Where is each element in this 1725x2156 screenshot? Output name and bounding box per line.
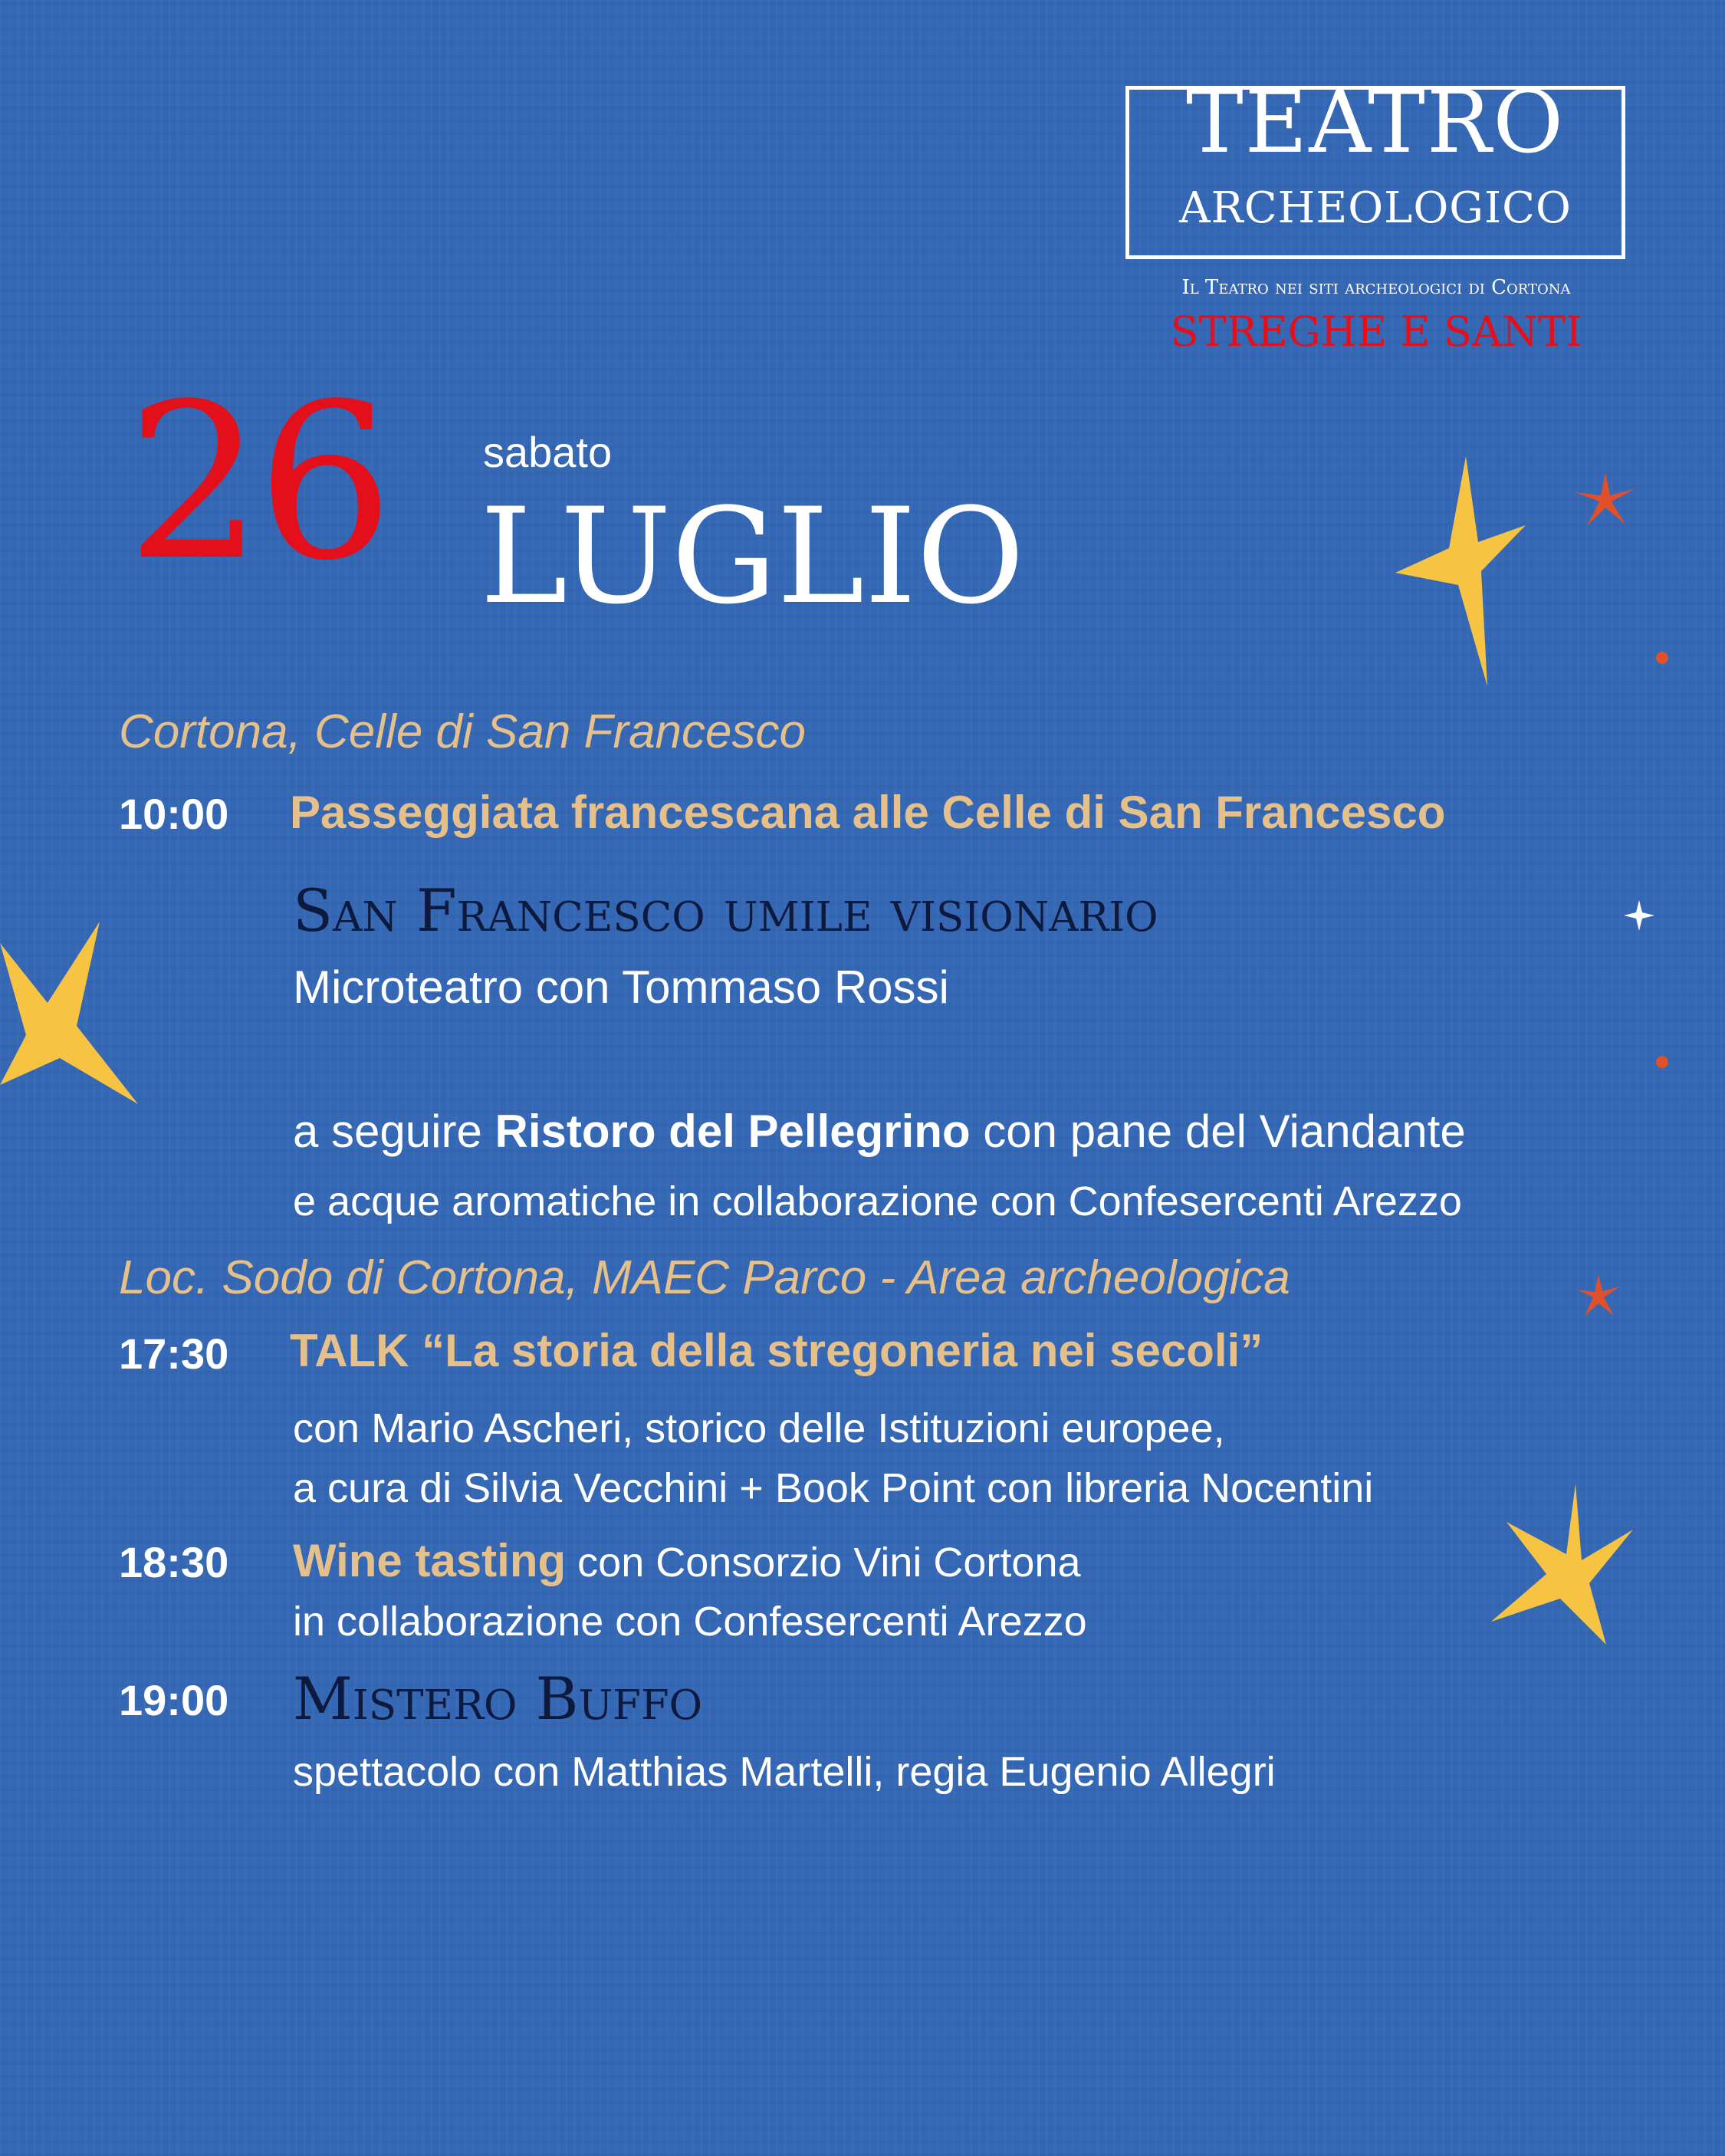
logo-teatro: TEATRO — [1185, 73, 1566, 173]
event-description: spettacolo con Matthias Martelli, regia Eugenio Allegri — [293, 1749, 1276, 1795]
star-icon — [1491, 1484, 1633, 1645]
event-time: 18:30 — [119, 1538, 229, 1586]
show-title: San Francesco umile visionario — [293, 876, 1158, 945]
event-description: con Mario Ascheri, storico delle Istituzioni europee, — [293, 1405, 1225, 1451]
event-description: in collaborazione con Confesercenti Arezzo — [293, 1599, 1087, 1645]
dot-icon — [1654, 1054, 1670, 1070]
event-description: a cura di Silvia Vecchini + Book Point con libreria Nocentini — [293, 1465, 1374, 1511]
show-title: Mistero Buffo — [293, 1665, 703, 1733]
logo-tagline: Il Teatro nei siti archeologici di Cortona — [1181, 276, 1571, 299]
sparkle-small-icon — [1622, 899, 1656, 932]
logo-archeologico: ARCHEOLOGICO — [1179, 183, 1572, 233]
event-title: Wine tasting — [293, 1535, 567, 1586]
logo-series-title: STREGHE E SANTI — [1170, 307, 1582, 356]
star-icon — [0, 912, 142, 1112]
sparkle-icon — [1576, 1273, 1622, 1319]
event-title-suffix: con Consorzio Vini Cortona — [577, 1540, 1081, 1586]
date-month: LUGLIO — [480, 479, 1025, 633]
show-subtitle: Microteatro con Tommaso Rossi — [293, 961, 949, 1013]
follow-highlight: Ristoro del Pellegrino — [495, 1106, 971, 1157]
date-day: 26 — [127, 358, 388, 608]
event-title: TALK “La storia della stregoneria nei secoli” — [290, 1325, 1263, 1376]
date-weekday: sabato — [483, 428, 613, 476]
follow-line-2: e acque aromatiche in collaborazione con Confesercenti Arezzo — [293, 1178, 1462, 1224]
event-time: 19:00 — [119, 1676, 229, 1724]
dot-icon — [1654, 650, 1670, 666]
sparkle-icon — [1573, 472, 1638, 528]
star-icon — [1395, 456, 1526, 686]
event-title-line — [293, 1535, 1081, 1586]
follow-prefix: a seguire — [293, 1106, 482, 1157]
follow-line — [293, 1106, 1466, 1157]
event-time: 17:30 — [119, 1329, 229, 1378]
event-time: 10:00 — [119, 790, 229, 838]
event-title: Passeggiata francescana alle Celle di San Francesco — [290, 787, 1446, 838]
follow-suffix: con pane del Viandante — [983, 1106, 1466, 1157]
location-heading: Loc. Sodo di Cortona, MAEC Parco - Area archeologica — [119, 1251, 1290, 1304]
location-heading: Cortona, Celle di San Francesco — [119, 705, 807, 758]
